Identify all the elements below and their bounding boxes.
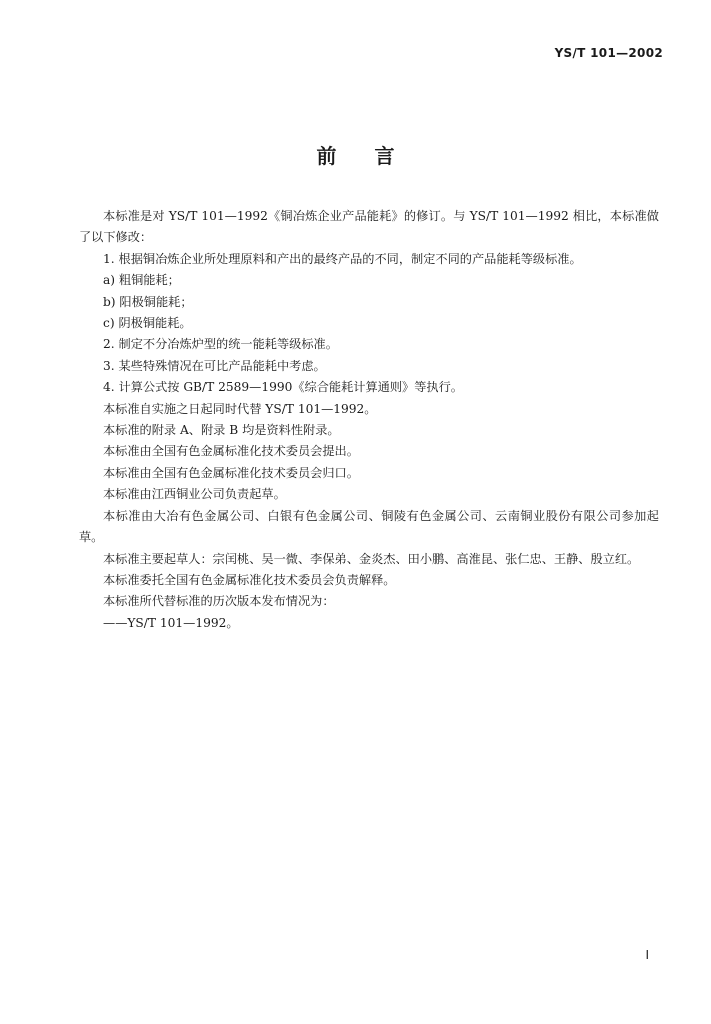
foreword-body bbox=[79, 206, 659, 634]
paragraph-centralized: 本标准由全国有色金属标准化技术委员会归口。 bbox=[103, 465, 359, 480]
paragraph-intro: 本标准是对 YS/T 101—1992《铜冶炼企业产品能耗》的修订。与 YS/T 101—1992 相比，本标准做了以下修改： bbox=[79, 209, 659, 245]
standard-number: YS/T 101—2002 bbox=[554, 46, 663, 60]
paragraph-item-2: 2. 制定不分冶炼炉型的统一能耗等级标准。 bbox=[103, 337, 338, 352]
paragraph-history-item: ——YS/T 101—1992。 bbox=[103, 615, 239, 630]
paragraph-appendix: 本标准的附录 A、附录 B 均是资料性附录。 bbox=[103, 423, 340, 438]
paragraph-item-a: a) 粗铜能耗； bbox=[103, 273, 180, 288]
paragraph-item-3: 3. 某些特殊情况在可比产品能耗中考虑。 bbox=[103, 358, 326, 373]
paragraph-drafted: 本标准由江西铜业公司负责起草。 bbox=[103, 487, 286, 502]
page-title: 前言 bbox=[316, 144, 433, 168]
paragraph-replaces: 本标准自实施之日起同时代替 YS/T 101—1992。 bbox=[103, 401, 377, 416]
paragraph-proposed: 本标准由全国有色金属标准化技术委员会提出。 bbox=[103, 444, 359, 459]
paragraph-item-4: 4. 计算公式按 GB/T 2589—1990《综合能耗计算通则》等执行。 bbox=[103, 380, 463, 395]
paragraph-participants: 本标准由大冶有色金属公司、白银有色金属公司、铜陵有色金属公司、云南铜业股份有限公司参加起草。 bbox=[79, 508, 659, 545]
paragraph-drafters: 本标准主要起草人：宗闰桃、吴一微、李保弟、金炎杰、田小鹏、高淮昆、张仁忠、王静、殷立红。 bbox=[103, 551, 640, 566]
paragraph-item-c: c) 阴极铜能耗。 bbox=[103, 316, 192, 331]
paragraph-item-b: b) 阳极铜能耗； bbox=[103, 294, 193, 309]
page-number: I bbox=[645, 948, 649, 962]
paragraph-history-intro: 本标准所代替标准的历次版本发布情况为： bbox=[103, 594, 335, 609]
paragraph-item-1: 1. 根据铜冶炼企业所处理原料和产出的最终产品的不同，制定不同的产品能耗等级标准。 bbox=[103, 251, 582, 266]
paragraph-interpretation: 本标准委托全国有色金属标准化技术委员会负责解释。 bbox=[103, 572, 396, 587]
